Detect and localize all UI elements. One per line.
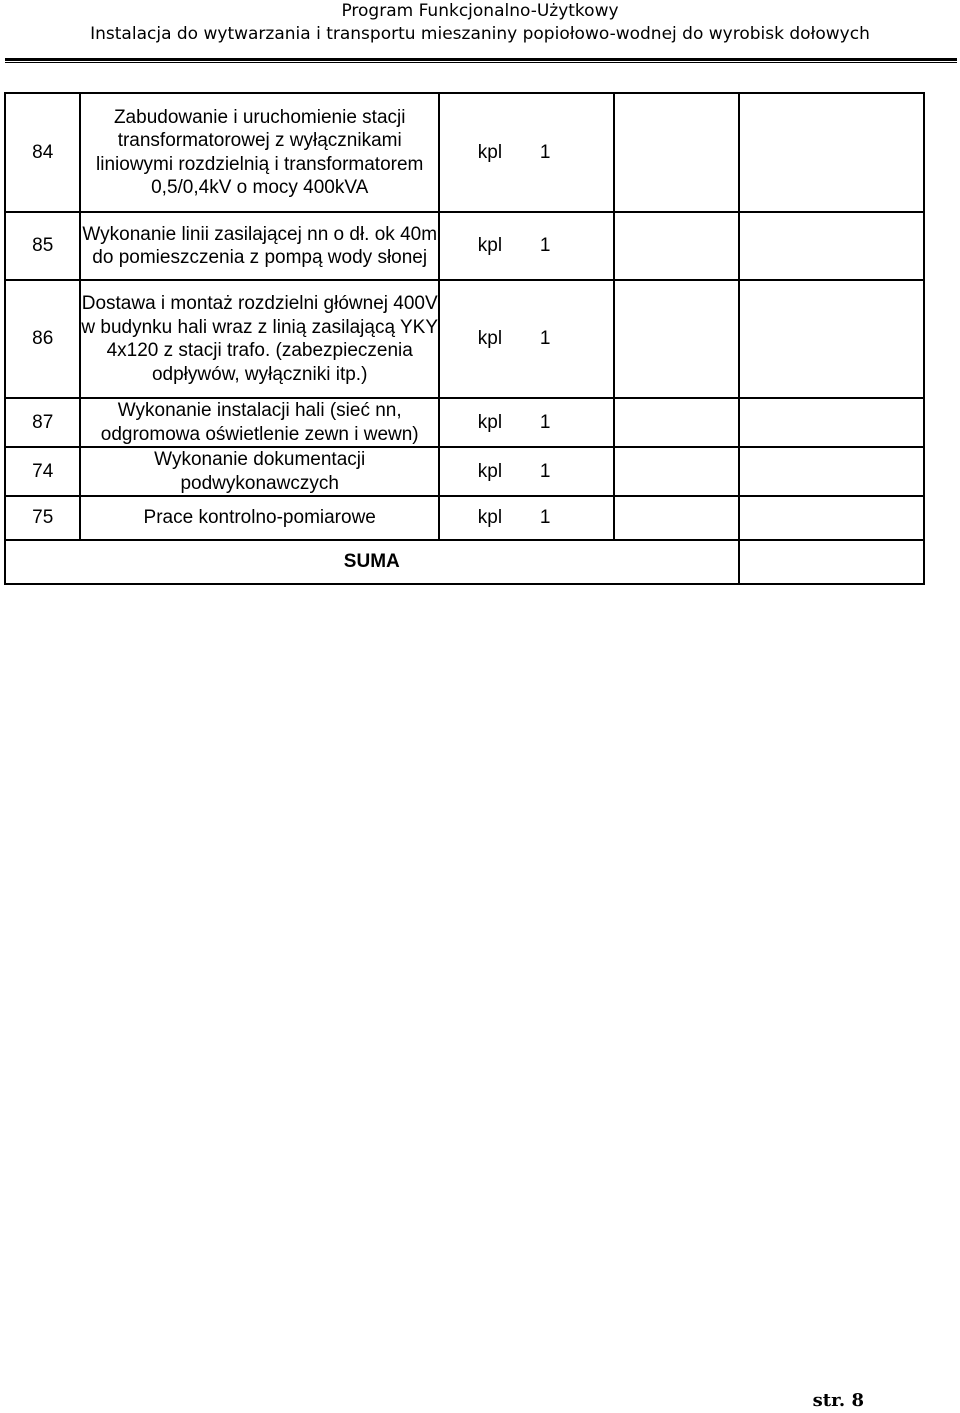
row-number: 74	[5, 447, 80, 496]
row-number: 86	[5, 280, 80, 398]
table-row	[5, 212, 924, 280]
row-unit: kpl	[439, 93, 540, 212]
row-unit: kpl	[439, 280, 540, 398]
row-total-cell	[739, 398, 924, 447]
row-quantity: 1	[540, 496, 614, 540]
row-price-cell	[614, 447, 738, 496]
row-total-cell	[739, 280, 924, 398]
table-row	[5, 398, 924, 447]
row-description: Wykonanie instalacji hali (sieć nn, odgromowa oświetlenie zewn i wewn)	[80, 398, 439, 447]
row-unit: kpl	[439, 212, 540, 280]
row-total-cell	[739, 496, 924, 540]
document-title: Program Funkcjonalno-Użytkowy	[341, 1, 619, 21]
row-quantity: 1	[540, 212, 614, 280]
row-description: Wykonanie linii zasilającej nn o dł. ok 40m do pomieszczenia z pompą wody słonej	[80, 212, 439, 280]
row-total-cell	[739, 447, 924, 496]
row-quantity: 1	[540, 447, 614, 496]
header-divider-thin	[5, 62, 957, 63]
table-row	[5, 280, 924, 398]
row-quantity: 1	[540, 280, 614, 398]
sum-total-cell	[739, 540, 924, 584]
row-unit: kpl	[439, 447, 540, 496]
row-description: Zabudowanie i uruchomienie stacji transformatorowej z wyłącznikami liniowymi rozdzielnią i transformatorem 0,5/0,4kV o mocy 400kVA	[80, 93, 439, 212]
row-description: Prace kontrolno-pomiarowe	[80, 496, 439, 540]
row-description: Dostawa i montaż rozdzielni głównej 400V w budynku hali wraz z linią zasilającą YKY 4x120 z stacji trafo. (zabezpieczenia odpływów, wyłączniki itp.)	[80, 280, 439, 398]
row-number: 85	[5, 212, 80, 280]
row-unit: kpl	[439, 398, 540, 447]
row-unit: kpl	[439, 496, 540, 540]
row-number: 87	[5, 398, 80, 447]
table-row	[5, 496, 924, 540]
page-number: str. 8	[812, 1390, 864, 1411]
row-number: 84	[5, 93, 80, 212]
sum-label: SUMA	[5, 540, 739, 584]
row-total-cell	[739, 212, 924, 280]
row-price-cell	[614, 496, 738, 540]
row-quantity: 1	[540, 398, 614, 447]
row-number: 75	[5, 496, 80, 540]
sum-row	[5, 540, 924, 584]
header-divider	[5, 58, 957, 61]
row-price-cell	[614, 398, 738, 447]
table-row	[5, 93, 924, 212]
row-quantity: 1	[540, 93, 614, 212]
table-row	[5, 447, 924, 496]
row-description: Wykonanie dokumentacji podwykonawczych	[80, 447, 439, 496]
row-price-cell	[614, 212, 738, 280]
row-price-cell	[614, 93, 738, 212]
cost-table	[4, 92, 925, 585]
document-subtitle: Instalacja do wytwarzania i transportu mieszaniny popiołowo-wodnej do wyrobisk dołowych	[90, 24, 870, 44]
row-total-cell	[739, 93, 924, 212]
row-price-cell	[614, 280, 738, 398]
